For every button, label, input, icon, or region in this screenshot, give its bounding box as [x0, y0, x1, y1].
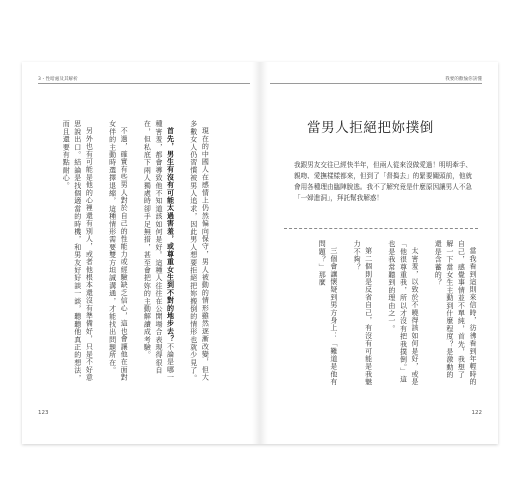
page-number: 122 [471, 410, 482, 416]
body-paragraph [60, 120, 95, 388]
body-text: 另外也有可能是他的心裡還有別人，或者他根本還沒有準備好，只是不好意思說出口。結論是找個適當的時機，和男友好好談一談，聽聽他真正的想法，而且還要有點耐心。 [62, 120, 94, 382]
right-page [260, 62, 498, 444]
body-text: 不論是哪一種害羞，都會導致他不知道該如何是好。這種人往往在公開場合表現得很自在，但私底下兩人獨處時卻手足無措，甚至會把妳的主動解讀成考驗。 [143, 120, 175, 382]
book-spread [22, 62, 498, 444]
body-paragraph: 當我看到這則來信時，彷彿看到年輕時的自己，感覺事情並不單純，首先，我想了解一下當女生主動到什麼程度？是激動的還是含蓄的？ [434, 240, 477, 386]
reader-question: 我跟男友交往已經快半年，但兩人從來沒做愛過！明明牽手、親吻、愛撫樣樣都來，但到了「督搗去」的緊要關頭前，他就會用各種理由臨陣脫逃。我不了解究竟是什麼原因讓男人不急「一婦進洞」，拜託幫我解惑！ [294, 161, 473, 202]
chapter-title: 當男人拒絕把妳撲倒 [307, 120, 434, 136]
body-paragraph [187, 120, 210, 388]
running-head: 3・性暗處及其解析 [38, 77, 78, 82]
header-rule [38, 83, 250, 84]
left-page [22, 62, 260, 444]
body-paragraph: 第二個則是反省自己，有沒有可能是我魅力不夠？ [353, 240, 373, 386]
dashed-divider [284, 228, 478, 229]
body-text: 現在的中國人在感情上仍然偏向保守，男人被動的情形雖然逐漸改變，但大多數女人仍習慣被男人追求，因此男人想要拒絕把妳搬倒的情形也就少見了。 [189, 120, 210, 382]
page-number: 123 [38, 410, 49, 416]
body-paragraph: 太害羞，以致於不曉得該如何是好，或是「他很尊重我，所以才沒有把我撲倒。」這也是我常聽到的理由之一。 [387, 240, 420, 386]
emphasis-text: 首先，男生有沒有可能太過害羞，或尊重女生到不對的地步去？ [166, 127, 175, 343]
body-text: 不過，確實有些男人對於自己的性能力或經驗缺乏信心，這也會讓他在面對女伴的主動時選擇退縮，這種情形需要雙方坦誠溝通，才能找出問題所在。 [108, 120, 129, 382]
header-rule [270, 83, 482, 84]
running-head: 我要的歡愉你該懂 [445, 77, 482, 82]
body-paragraph [141, 120, 176, 388]
body-paragraph: 三個會讓懷疑到男方身上：「難道是他有問題？」那麼 [318, 240, 338, 386]
right-body-text [304, 240, 478, 386]
left-body-text [48, 120, 210, 388]
book-gutter [252, 62, 268, 444]
body-paragraph [106, 120, 129, 388]
